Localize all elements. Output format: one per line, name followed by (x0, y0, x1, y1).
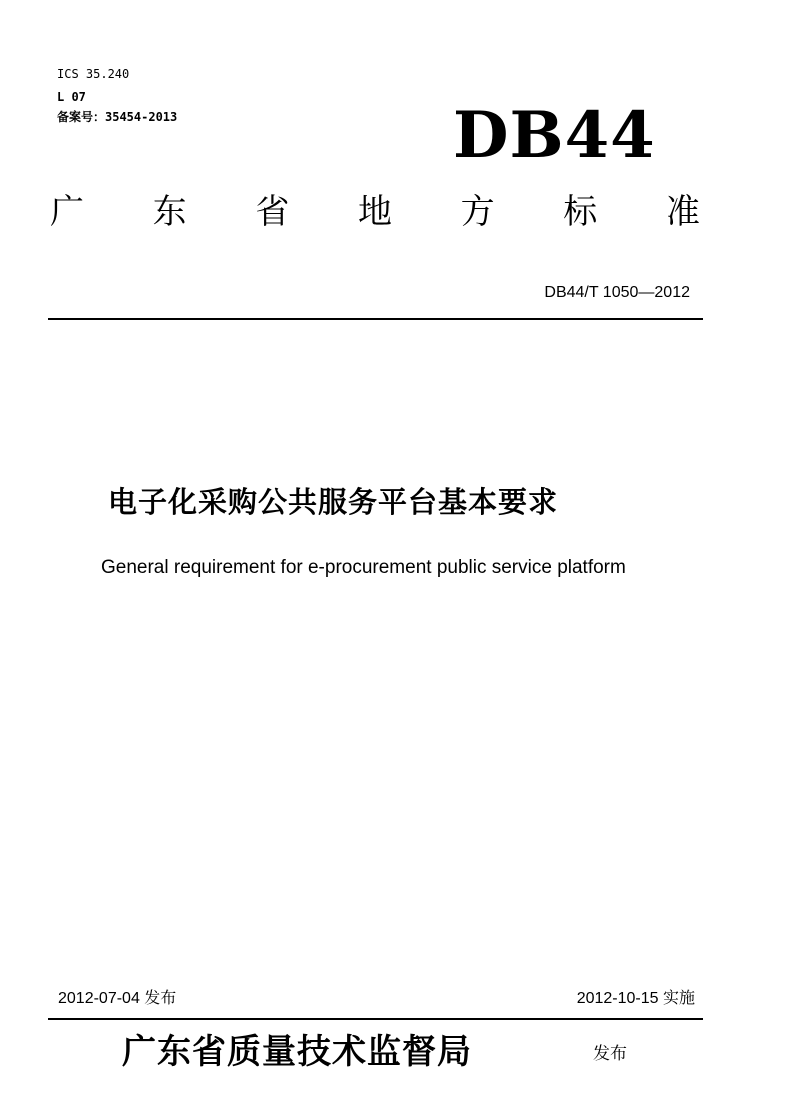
standard-type-char: 广 (50, 192, 84, 232)
standard-type-char: 方 (460, 192, 495, 232)
standard-number: DB44/T 1050—2012 (544, 284, 690, 301)
standard-type-char: 地 (357, 192, 392, 232)
issue-date: 2012-07-04 发布 (58, 990, 177, 1007)
standard-type-title (50, 190, 700, 234)
record-number: 备案号：35454-2013 (57, 110, 178, 124)
document-title-english: General requirement for e-procurement public service platform (101, 557, 626, 578)
standard-type-char: 东 (152, 192, 187, 232)
bottom-divider (48, 1018, 703, 1020)
db44-logo: DB44 (453, 98, 656, 173)
classification-code: L 07 (57, 90, 86, 104)
ics-code: ICS 35.240 (57, 67, 130, 81)
standard-type-char: 准 (665, 192, 700, 232)
issuing-authority-suffix: 发布 (593, 1044, 627, 1064)
issuing-authority: 广东省质量技术监督局 (122, 1032, 472, 1072)
top-divider (48, 318, 703, 320)
standard-type-char: 标 (563, 192, 598, 232)
document-title-chinese: 电子化采购公共服务平台基本要求 (108, 485, 559, 519)
effective-date: 2012-10-15 实施 (576, 990, 695, 1007)
standard-type-char: 省 (255, 192, 290, 232)
